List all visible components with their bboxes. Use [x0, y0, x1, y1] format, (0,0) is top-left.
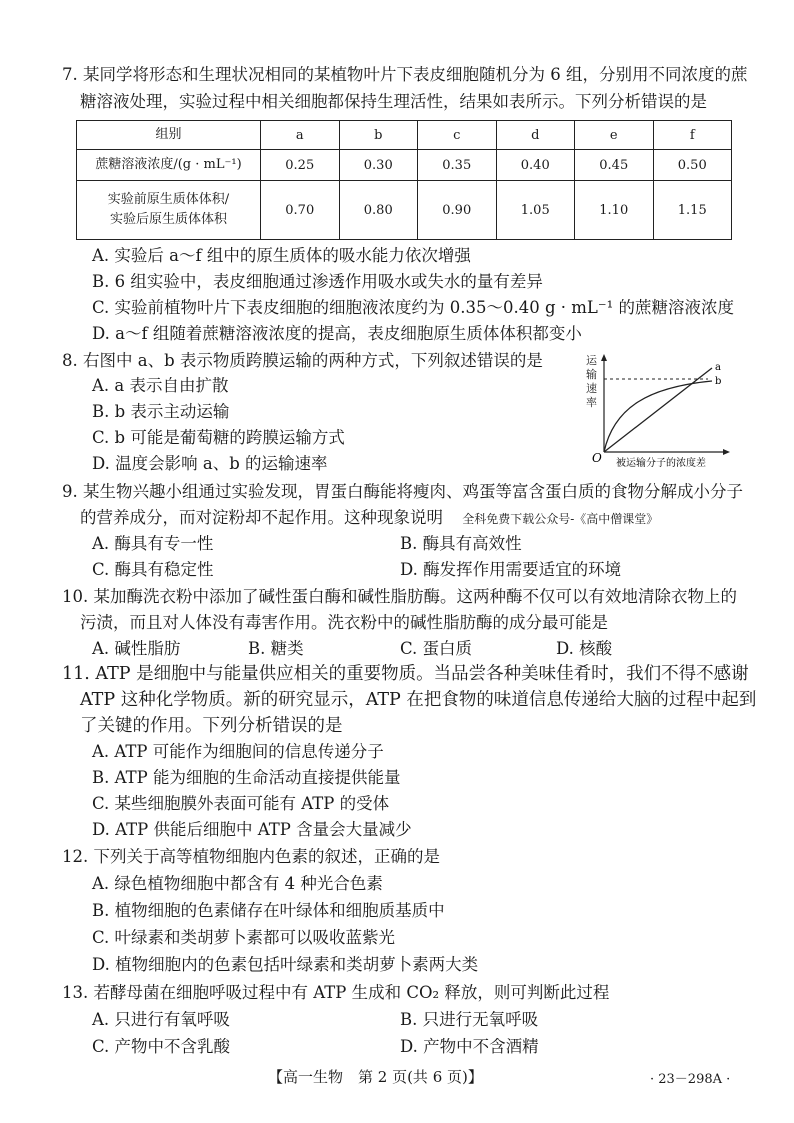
table-row-label-line2: 实验后原生质体体积: [109, 212, 227, 227]
table-row: [77, 181, 732, 240]
q13-option-c: C. 产物中不含乳酸: [92, 1037, 231, 1056]
table-cell: 1.10: [575, 181, 654, 240]
table-cell: 0.90: [418, 181, 497, 240]
q7-stem-line1: 7. 某同学将形态和生理状况相同的某植物叶片下表皮细胞随机分为 6 组，分别用不同浓度的蔗: [62, 65, 748, 84]
graph-origin: O: [592, 451, 602, 465]
q8-option-c: C. b 可能是葡萄糖的跨膜运输方式: [92, 428, 345, 447]
table-cell: 0.80: [339, 181, 418, 240]
graph-curve-b: [604, 381, 712, 452]
table-cell: 0.45: [575, 150, 654, 181]
table-header-cell: 组别: [77, 121, 261, 150]
table-header-cell: f: [653, 121, 732, 150]
graph-y-arrow: [601, 354, 607, 361]
table-header-cell: d: [496, 121, 575, 150]
graph-label-b: b: [715, 376, 722, 387]
graph-ylabel-char: 输: [586, 368, 597, 381]
q7-option-d: D. a～f 组随着蔗糖溶液浓度的提高，表皮细胞原生质体体积都变小: [92, 324, 582, 343]
table-row: [77, 121, 732, 150]
q10-option-a: A. 碱性脂肪: [92, 639, 181, 658]
q10-option-d: D. 核酸: [556, 639, 613, 658]
q10-stem-line1: 10. 某加酶洗衣粉中添加了碱性蛋白酶和碱性脂肪酶。这两种酶不仅可以有效地清除衣物上的: [62, 587, 737, 606]
table-row-label: [77, 181, 261, 240]
q13-stem: 13. 若酵母菌在细胞呼吸过程中有 ATP 生成和 CO₂ 释放，则可判断此过程: [62, 983, 610, 1002]
graph-ylabel-char: 速: [586, 382, 597, 395]
table-cell: 1.15: [653, 181, 732, 240]
q10-option-c: C. 蛋白质: [400, 639, 473, 658]
graph-line-a: [604, 368, 712, 452]
q9-stem-line1: 9. 某生物兴趣小组通过实验发现，胃蛋白酶能将瘦肉、鸡蛋等富含蛋白质的食物分解成小分子: [62, 482, 743, 501]
q11-option-d: D. ATP 供能后细胞中 ATP 含量会大量减少: [92, 820, 412, 839]
table-cell: 0.50: [653, 150, 732, 181]
page-footer-code: · 23－298A ·: [650, 1072, 731, 1087]
q10-stem-line2: 污渍，而且对人体没有毒害作用。洗衣粉中的碱性脂肪酶的成分最可能是: [80, 613, 608, 632]
table-header-cell: e: [575, 121, 654, 150]
q11-option-b: B. ATP 能为细胞的生命活动直接提供能量: [92, 768, 401, 787]
table-cell: 0.70: [261, 181, 340, 240]
table-row-label: 蔗糖溶液浓度/(g · mL⁻¹): [77, 150, 261, 181]
q7-option-b: B. 6 组实验中，表皮细胞通过渗透作用吸水或失水的量有差异: [92, 272, 543, 291]
q7-table: [76, 120, 732, 240]
table-cell: 0.25: [261, 150, 340, 181]
q7-stem-line2: 糖溶液处理，实验过程中相关细胞都保持生理活性，结果如表所示。下列分析错误的是: [80, 92, 707, 111]
q9-option-a: A. 酶具有专一性: [92, 534, 214, 553]
q12-option-d: D. 植物细胞内的色素包括叶绿素和类胡萝卜素两大类: [92, 955, 479, 974]
q7-option-c: C. 实验前植物叶片下表皮细胞的细胞液浓度约为 0.35～0.40 g · mL⁻¹ 的蔗糖溶液浓度: [92, 298, 734, 317]
q8-stem: 8. 右图中 a、b 表示物质跨膜运输的两种方式，下列叙述错误的是: [62, 351, 543, 370]
table-cell: 0.40: [496, 150, 575, 181]
q12-option-b: B. 植物细胞的色素储存在叶绿体和细胞质基质中: [92, 901, 445, 920]
table-header-cell: a: [261, 121, 340, 150]
graph-ylabel-char: 运: [586, 354, 597, 367]
q7-option-a: A. 实验后 a～f 组中的原生质体的吸水能力依次增强: [92, 246, 471, 265]
q11-option-a: A. ATP 可能作为细胞间的信息传递分子: [92, 742, 384, 761]
graph-x-arrow: [723, 449, 730, 455]
q12-option-a: A. 绿色植物细胞中都含有 4 种光合色素: [92, 874, 383, 893]
q8-transport-graph: [584, 352, 734, 470]
table-cell: 0.35: [418, 150, 497, 181]
q8-option-b: B. b 表示主动运输: [92, 402, 230, 421]
q10-option-b: B. 糖类: [248, 639, 304, 658]
page-footer-center: 【高一生物 第 2 页(共 6 页)】: [268, 1068, 483, 1086]
graph-ylabel-char: 率: [586, 396, 597, 409]
q9-stem-line2: [80, 507, 658, 530]
q9-stem-text: 的营养成分，而对淀粉却不起作用。这种现象说明: [80, 508, 443, 527]
q11-stem-line2: ATP 这种化学物质。新的研究显示，ATP 在把食物的味道信息传递给大脑的过程中起到: [80, 690, 757, 710]
graph-label-a: a: [715, 362, 721, 373]
q11-stem-line3: 了关键的作用。下列分析错误的是: [80, 716, 343, 736]
table-header-cell: b: [339, 121, 418, 150]
q11-stem-line1: 11. ATP 是细胞中与能量供应相关的重要物质。当品尝各种美味佳肴时，我们不得不感谢: [62, 664, 749, 684]
q13-option-a: A. 只进行有氧呼吸: [92, 1010, 230, 1029]
q12-stem: 12. 下列关于高等植物细胞内色素的叙述，正确的是: [62, 847, 440, 866]
table-row-label-line1: 实验前原生质体体积/: [107, 192, 230, 207]
q8-option-a: A. a 表示自由扩散: [92, 376, 229, 395]
q13-option-d: D. 产物中不含酒精: [400, 1037, 539, 1056]
graph-xlabel: 被运输分子的浓度差: [616, 458, 706, 469]
table-cell: 1.05: [496, 181, 575, 240]
q9-option-c: C. 酶具有稳定性: [92, 560, 214, 579]
q12-option-c: C. 叶绿素和类胡萝卜素都可以吸收蓝紫光: [92, 928, 396, 947]
table-header-cell: c: [418, 121, 497, 150]
q11-option-c: C. 某些细胞膜外表面可能有 ATP 的受体: [92, 794, 390, 813]
watermark-text: 全科免费下载公众号-《高中僧课堂》: [462, 512, 659, 526]
q9-option-d: D. 酶发挥作用需要适宜的环境: [400, 560, 622, 579]
table-cell: 0.30: [339, 150, 418, 181]
q9-option-b: B. 酶具有高效性: [400, 534, 522, 553]
q8-option-d: D. 温度会影响 a、b 的运输速率: [92, 454, 328, 473]
table-row: [77, 150, 732, 181]
q13-option-b: B. 只进行无氧呼吸: [400, 1010, 539, 1029]
